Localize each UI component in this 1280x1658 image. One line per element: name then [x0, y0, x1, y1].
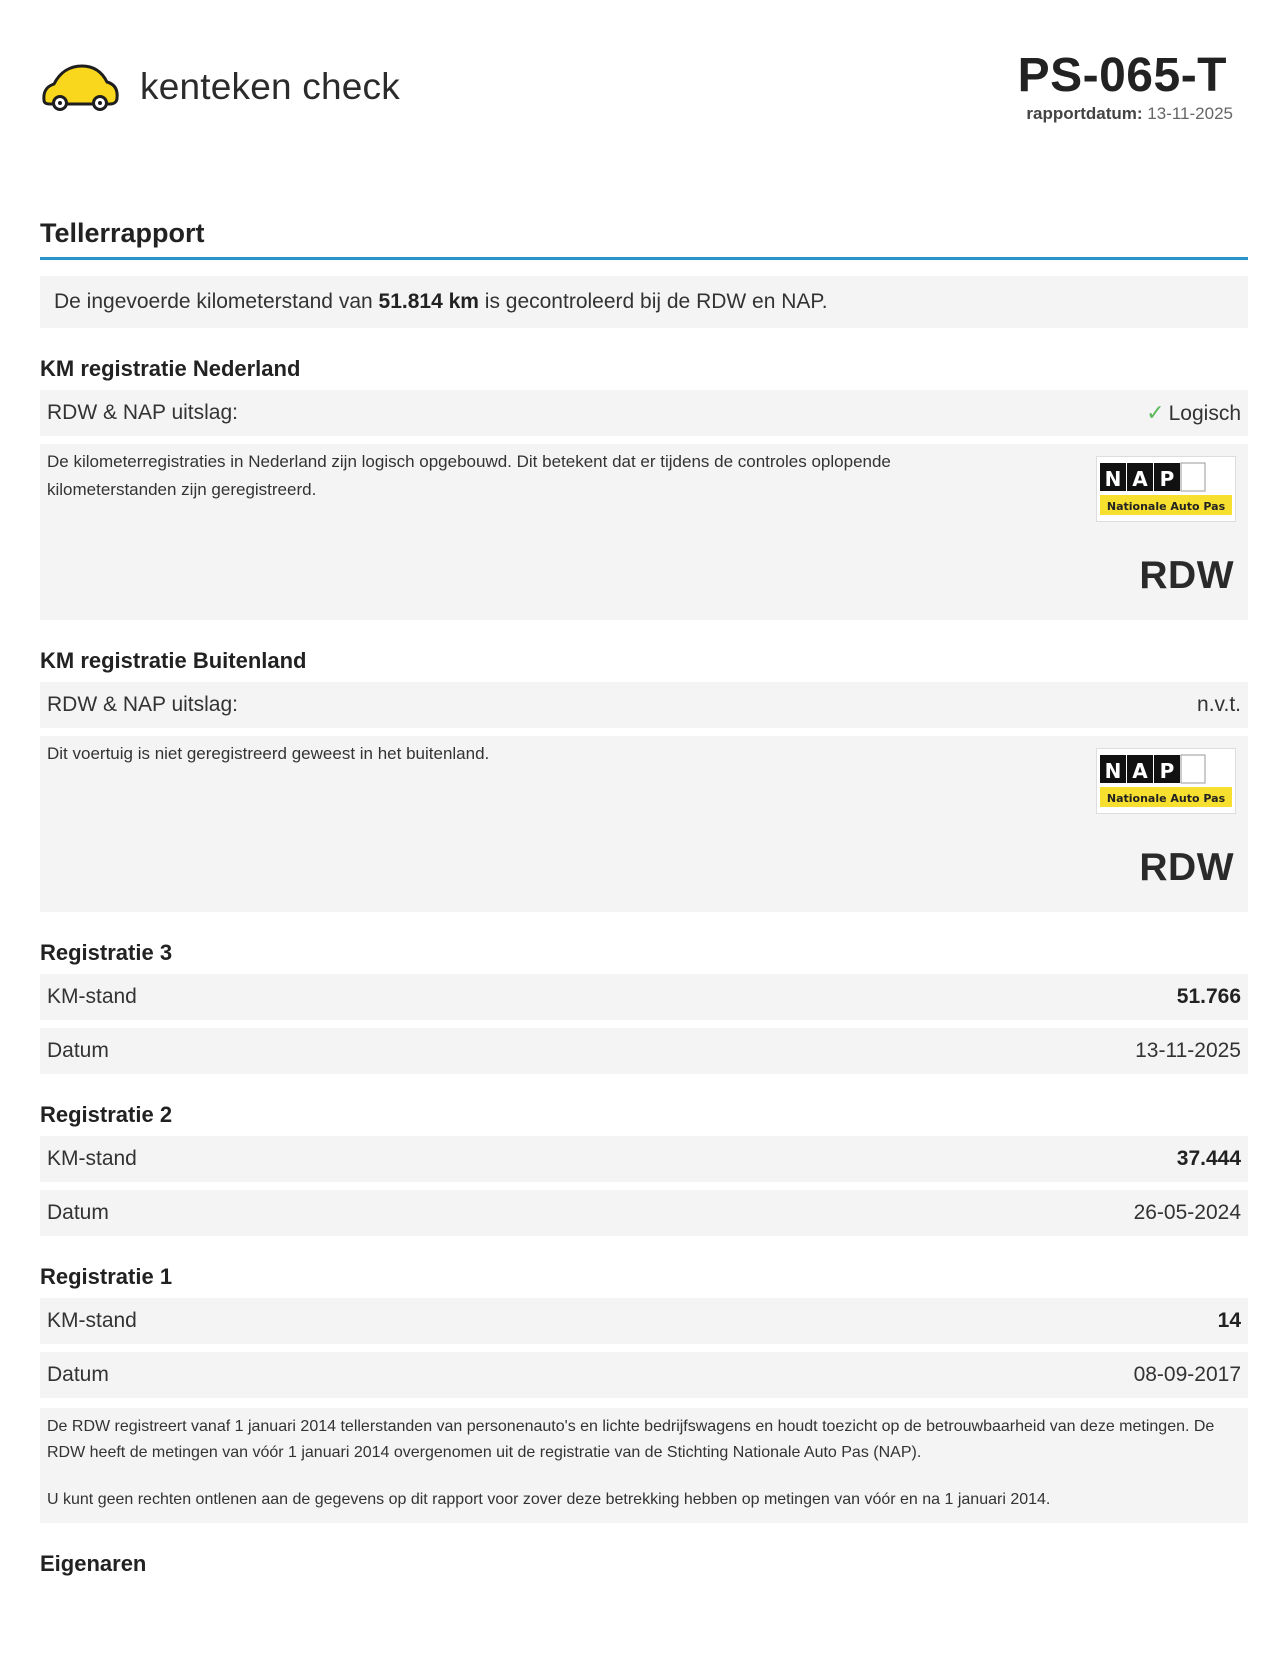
rdw-logo: RDW: [1139, 554, 1234, 597]
report-header: [40, 49, 1245, 142]
registration-title: Registratie 2: [40, 1102, 173, 1127]
km-value: 14: [1217, 1309, 1241, 1332]
nl-description: De kilometerregistraties in Nederland zijn logisch opgebouwd. Dit betekent dat er tijdens de controles oplopende kilometerstanden zijn geregistreerd.: [47, 452, 891, 500]
abroad-description-box: [40, 736, 1248, 912]
registration-km-row: [40, 1136, 1248, 1182]
nap-letter-p: P: [1159, 759, 1175, 783]
date-value: 08-09-2017: [1133, 1363, 1241, 1386]
date-label: Datum: [47, 1363, 109, 1386]
date-value: 26-05-2024: [1133, 1201, 1241, 1224]
registration-title: Registratie 3: [40, 940, 173, 965]
abroad-result-value: n.v.t.: [1197, 693, 1241, 716]
abroad-title: KM registratie Buitenland: [40, 648, 307, 673]
section-title: Tellerrapport: [40, 218, 1248, 260]
nap-letter-p: P: [1159, 467, 1175, 491]
date-label: Datum: [47, 1039, 109, 1062]
km-label: KM-stand: [47, 1147, 137, 1170]
registration-date-row: [40, 1028, 1248, 1074]
disclaimer-paragraph: U kunt geen rechten ontlenen aan de gegevens op dit rapport voor zover deze betrekking hebben op metingen van vóór en na 1 januari 2014.: [47, 1491, 1051, 1509]
report-date: [1018, 104, 1233, 124]
nl-result: [1146, 400, 1241, 426]
checkmark-icon: ✓: [1146, 400, 1165, 425]
abroad-result-row: [40, 682, 1248, 728]
nap-subtitle: Nationale Auto Pas: [1106, 792, 1226, 805]
nl-result-row: [40, 390, 1248, 436]
brand[interactable]: [40, 62, 400, 112]
date-value: 13-11-2025: [1135, 1039, 1241, 1062]
nl-title: KM registratie Nederland: [40, 356, 301, 381]
nl-description-box: [40, 444, 1248, 620]
nap-letter-a: A: [1132, 759, 1148, 783]
nl-result-value: Logisch: [1168, 402, 1241, 425]
disclaimer-box: [40, 1408, 1248, 1523]
car-logo-icon: [40, 62, 120, 112]
registration-date-row: [40, 1352, 1248, 1398]
report-content: [40, 218, 1248, 1585]
report-date-value: 13-11-2025: [1147, 104, 1233, 123]
km-value: 37.444: [1176, 1147, 1241, 1170]
registration-km-row: [40, 974, 1248, 1020]
nap-logo: [1096, 748, 1236, 814]
nap-letter-n: N: [1104, 467, 1122, 491]
nap-logo: [1096, 456, 1236, 522]
owners-title: Eigenaren: [40, 1550, 147, 1576]
date-label: Datum: [47, 1201, 109, 1224]
registration-title: Registratie 1: [40, 1264, 173, 1289]
report-date-label: rapportdatum:: [1026, 104, 1143, 123]
intro-km: 51.814 km: [378, 290, 479, 313]
nap-letter-a: A: [1132, 467, 1148, 491]
abroad-result-label: RDW & NAP uitslag:: [47, 693, 238, 716]
brand-name: kenteken check: [140, 66, 400, 107]
abroad-description: Dit voertuig is niet geregistreerd geweest in het buitenland.: [47, 744, 490, 763]
disclaimer-paragraph: De RDW registreert vanaf 1 januari 2014 tellerstanden van personenauto's en lichte bedrijfswagens en houdt toezicht op de betrouwbaarheid van deze metingen. De RDW heeft de metingen van vóór 1 januari 2014 overgenomen uit de registratie van de Stichting Nationale Auto Pas (NAP).: [47, 1418, 1215, 1461]
plate-block: [1017, 49, 1233, 124]
nl-result-label: RDW & NAP uitslag:: [47, 401, 238, 424]
intro-text: [40, 276, 1248, 328]
registration-date-row: [40, 1190, 1248, 1236]
intro-before: De ingevoerde kilometerstand van: [54, 290, 379, 313]
km-label: KM-stand: [47, 1309, 137, 1332]
rdw-logo: RDW: [1139, 846, 1234, 889]
km-label: KM-stand: [47, 985, 137, 1008]
intro-after: is gecontroleerd bij de RDW en NAP.: [478, 290, 828, 313]
nap-letter-n: N: [1104, 759, 1122, 783]
license-plate: PS-065-T: [1017, 49, 1227, 102]
nap-subtitle: Nationale Auto Pas: [1106, 500, 1226, 513]
km-value: 51.766: [1176, 985, 1241, 1008]
registration-km-row: [40, 1298, 1248, 1344]
